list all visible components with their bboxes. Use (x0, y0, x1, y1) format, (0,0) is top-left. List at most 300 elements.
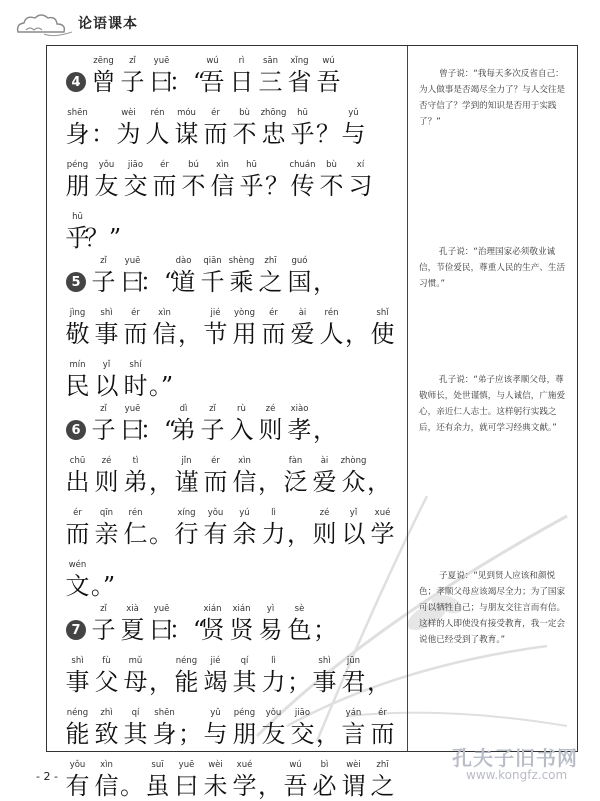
punctuation-mark: ； (178, 720, 202, 748)
hanzi: 而 (123, 320, 148, 348)
hanzi-with-pinyin (121, 508, 150, 549)
hanzi-with-pinyin (227, 56, 256, 97)
pinyin: yuē (153, 604, 170, 614)
hanzi-with-pinyin (256, 604, 285, 645)
hanzi-with-pinyin (310, 656, 339, 697)
hanzi: 民 (65, 372, 90, 400)
pinyin: xìn (100, 760, 113, 770)
pinyin: chū (69, 456, 86, 466)
pinyin: ài (320, 456, 329, 466)
hanzi-with-pinyin (198, 604, 227, 645)
hanzi: 则 (312, 520, 337, 548)
hanzi-with-pinyin (92, 360, 121, 401)
text-line (63, 308, 397, 349)
hanzi: 友 (261, 720, 286, 748)
hanzi-with-pinyin (63, 708, 92, 749)
hanzi: 而 (261, 320, 286, 348)
hanzi: 而 (370, 720, 395, 748)
pinyin: yǔ (210, 708, 221, 718)
hanzi-with-pinyin (92, 656, 121, 697)
hanzi-with-pinyin (368, 708, 397, 749)
hanzi-with-pinyin (150, 160, 179, 201)
hanzi: 子 (91, 416, 116, 444)
hanzi-with-pinyin (368, 308, 397, 349)
hanzi-with-pinyin (143, 760, 172, 801)
pinyin: rén (324, 308, 339, 318)
hanzi: 泛 (283, 468, 308, 496)
hanzi-with-pinyin (285, 404, 314, 445)
hanzi: 学 (232, 772, 257, 800)
hanzi: 以 (341, 520, 366, 548)
hanzi: 之 (370, 772, 395, 800)
hanzi-with-pinyin (63, 360, 92, 401)
hanzi: 夏 (120, 616, 145, 644)
hanzi-with-pinyin (230, 308, 259, 349)
pinyin: shēn (67, 108, 88, 118)
section-number: 4 (66, 72, 86, 92)
punctuation (346, 308, 368, 349)
pinyin: xiào (290, 404, 309, 414)
punctuation-mark: ：“ (139, 268, 177, 296)
punctuation-mark: ， (149, 668, 173, 696)
pinyin: xián (232, 604, 251, 614)
hanzi: 为 (116, 120, 141, 148)
punctuation-mark: ？ (265, 172, 289, 200)
hanzi-with-pinyin (63, 456, 92, 497)
hanzi: 其 (123, 720, 148, 748)
hanzi: 不 (181, 172, 206, 200)
section-number: 6 (66, 420, 86, 440)
hanzi: 出 (65, 468, 90, 496)
text-line (63, 160, 375, 201)
pinyin: dào (175, 256, 192, 266)
hanzi: 曰 (149, 68, 174, 96)
hanzi: 君 (341, 668, 366, 696)
punctuation (317, 708, 339, 749)
hanzi-with-pinyin (63, 308, 92, 349)
punctuation-mark: ， (149, 468, 173, 496)
hanzi-with-pinyin (150, 708, 179, 749)
hanzi-with-pinyin (310, 508, 339, 549)
punctuation-mark: ； (287, 668, 311, 696)
hanzi: 交 (123, 172, 148, 200)
hanzi-with-pinyin (339, 508, 368, 549)
hanzi: 曰 (120, 416, 145, 444)
hanzi: 弟 (171, 416, 196, 444)
punctuation (314, 404, 336, 445)
hanzi: 事 (94, 320, 119, 348)
hanzi-with-pinyin (259, 108, 288, 149)
pinyin: xué (374, 508, 391, 518)
cloud-ornament-icon (14, 10, 76, 40)
hanzi-with-pinyin (63, 760, 92, 801)
pinyin: péng (233, 708, 256, 718)
hanzi: 交 (290, 720, 315, 748)
punctuation (84, 212, 122, 253)
hanzi-with-pinyin (288, 160, 317, 201)
hanzi-with-pinyin (230, 708, 259, 749)
hanzi: 乎 (239, 172, 264, 200)
hanzi-with-pinyin (89, 256, 118, 297)
hanzi-with-pinyin (259, 508, 288, 549)
hanzi-with-pinyin (259, 708, 288, 749)
punctuation-mark: ， (313, 416, 337, 444)
punctuation (259, 456, 281, 497)
hanzi-with-pinyin (118, 56, 147, 97)
hanzi-with-pinyin (198, 256, 227, 297)
pinyin: qí (240, 656, 249, 666)
hanzi: 不 (319, 172, 344, 200)
hanzi-with-pinyin (121, 160, 150, 201)
hanzi-with-pinyin (339, 760, 368, 801)
pinyin: ài (298, 308, 307, 318)
hanzi-with-pinyin (201, 508, 230, 549)
punctuation-mark: ？” (84, 224, 122, 252)
hanzi: 国 (287, 268, 312, 296)
hanzi-with-pinyin (230, 108, 259, 149)
hanzi: 力 (261, 520, 286, 548)
hanzi-with-pinyin (256, 56, 285, 97)
hanzi-with-pinyin (63, 160, 92, 201)
hanzi-with-pinyin (150, 308, 179, 349)
hanzi: 人 (145, 120, 170, 148)
hanzi-with-pinyin (256, 256, 285, 297)
hanzi: 学 (370, 520, 395, 548)
hanzi: 忠 (261, 120, 286, 148)
hanzi-with-pinyin (63, 108, 92, 149)
hanzi-with-pinyin (230, 508, 259, 549)
hanzi-with-pinyin (230, 760, 259, 801)
pinyin: yǐ (349, 508, 358, 518)
hanzi-with-pinyin (288, 308, 317, 349)
hanzi: 事 (312, 668, 337, 696)
hanzi-with-pinyin (339, 708, 368, 749)
pinyin: zǐ (129, 56, 136, 66)
pinyin: shì (71, 656, 84, 666)
hanzi-with-pinyin (92, 456, 121, 497)
pinyin: xíng (177, 508, 196, 518)
pinyin: sān (262, 56, 279, 66)
hanzi-with-pinyin (314, 56, 343, 97)
pinyin: yǒu (69, 760, 86, 770)
punctuation (121, 760, 143, 801)
hanzi: 虽 (145, 772, 170, 800)
punctuation (139, 404, 177, 445)
pinyin: hū (246, 160, 257, 170)
hanzi-with-pinyin (368, 760, 397, 801)
punctuation-mark: ， (258, 772, 282, 800)
text-line (63, 404, 336, 445)
hanzi: 能 (174, 668, 199, 696)
section-number-badge (63, 272, 89, 297)
text-line (63, 360, 172, 401)
punctuation (150, 508, 172, 549)
hanzi-with-pinyin (285, 56, 314, 97)
pinyin: zǐ (100, 256, 107, 266)
text-line (63, 508, 397, 549)
hanzi-with-pinyin (118, 604, 147, 645)
pinyin: shì (100, 308, 113, 318)
punctuation (179, 308, 201, 349)
hanzi: 谨 (174, 468, 199, 496)
pinyin: wú (206, 56, 219, 66)
text-line (63, 656, 390, 697)
pinyin: rén (150, 108, 165, 118)
section-number-badge (63, 72, 89, 97)
text-line (63, 108, 368, 149)
translation-text: 孔子说：“弟子应该孝顺父母，尊敬师长，处世谨慎，与人诚信，广施爱心，亲近仁人志士。这样躬行实践之后，还有余力，就可学习经典文献。” (419, 375, 566, 433)
hanzi-with-pinyin (143, 108, 172, 149)
punctuation-mark: ； (313, 616, 337, 644)
hanzi-with-pinyin (201, 708, 230, 749)
hanzi: 用 (232, 320, 257, 348)
pinyin: yòng (233, 308, 255, 318)
hanzi: 朋 (232, 720, 257, 748)
hanzi: 乘 (229, 268, 254, 296)
pinyin: bù (326, 160, 337, 170)
hanzi-with-pinyin (169, 404, 198, 445)
book-title: 论语课本 (78, 16, 138, 32)
punctuation (92, 108, 114, 149)
hanzi: 谓 (341, 772, 366, 800)
section-number-badge (63, 620, 89, 645)
pinyin: mín (69, 360, 86, 370)
translation-text: 子夏说：“见到贤人应该和颜悦色；孝顺父母应该竭尽全力；为了国家可以牺牲自己；与朋友交往言而有信。这样的人即使没有接受教育，我一定会说他已经受到了教育。” (419, 571, 566, 645)
hanzi-with-pinyin (121, 708, 150, 749)
punctuation-mark: 。” (90, 572, 116, 600)
hanzi-with-pinyin (198, 404, 227, 445)
hanzi-with-pinyin (237, 160, 266, 201)
translation-text: 曾子说：“我每天多次反省自己：为人做事是否竭尽全力了？与人交往是否守信了？学到的知识是否用于实践了？” (419, 69, 566, 127)
hanzi: 人 (319, 320, 344, 348)
translation-text: 孔子说：“治理国家必须敬业诚信，节俭爱民，尊重人民的生产、生活习惯。” (419, 247, 566, 289)
pinyin: zhī (264, 256, 277, 266)
punctuation-mark: ：“ (168, 616, 206, 644)
hanzi: 孝 (287, 416, 312, 444)
hanzi: 贤 (200, 616, 225, 644)
hanzi: 传 (290, 172, 315, 200)
pinyin: xìn (216, 160, 229, 170)
pinyin: bì (320, 760, 329, 770)
hanzi: 子 (200, 416, 225, 444)
punctuation-mark: ？ (316, 120, 340, 148)
hanzi: 致 (94, 720, 119, 748)
pinyin: néng (175, 656, 198, 666)
punctuation-mark: ， (367, 468, 391, 496)
hanzi: 事 (65, 668, 90, 696)
hanzi: 信 (232, 468, 257, 496)
pinyin: zé (101, 456, 112, 466)
hanzi: 省 (287, 68, 312, 96)
hanzi-with-pinyin (227, 256, 256, 297)
pinyin: zǐ (209, 404, 216, 414)
hanzi: 曰 (120, 268, 145, 296)
pinyin: shǐ (376, 308, 389, 318)
pinyin: wèi (121, 108, 136, 118)
punctuation-mark: 。 (120, 772, 144, 800)
hanzi: 力 (261, 668, 286, 696)
hanzi: 身 (65, 120, 90, 148)
hanzi-with-pinyin (259, 308, 288, 349)
hanzi: 子 (91, 616, 116, 644)
hanzi: 父 (94, 668, 119, 696)
hanzi-with-pinyin (121, 308, 150, 349)
site-watermark: 孔夫子旧书网 (452, 746, 578, 770)
pinyin: jié (210, 308, 221, 318)
hanzi: 曰 (174, 772, 199, 800)
hanzi: 与 (203, 720, 228, 748)
pinyin: zhōng (260, 108, 287, 118)
hanzi-with-pinyin (172, 656, 201, 697)
punctuation (92, 560, 114, 601)
hanzi-with-pinyin (281, 760, 310, 801)
text-line (63, 604, 336, 645)
text-line (63, 56, 343, 97)
pinyin: yǒu (207, 508, 224, 518)
text-line (63, 456, 390, 497)
hanzi-with-pinyin (92, 160, 121, 201)
pinyin: fàn (288, 456, 303, 466)
hanzi: 之 (258, 268, 283, 296)
punctuation (288, 656, 310, 697)
pinyin: zēng (93, 56, 114, 66)
punctuation-mark: 。” (148, 372, 174, 400)
hanzi-with-pinyin (89, 604, 118, 645)
hanzi: 有 (203, 520, 228, 548)
hanzi: 余 (232, 520, 257, 548)
hanzi: 未 (203, 772, 228, 800)
hanzi-with-pinyin (230, 456, 259, 497)
hanzi: 时 (123, 372, 148, 400)
pinyin: shí (129, 360, 142, 370)
pinyin: shēn (154, 708, 175, 718)
text-line (63, 256, 336, 297)
pinyin: shì (318, 656, 331, 666)
hanzi: 易 (258, 616, 283, 644)
pinyin: yǒu (98, 160, 115, 170)
site-watermark-url: www.kongfz.com (466, 768, 568, 782)
hanzi: 吾 (200, 68, 225, 96)
hanzi-with-pinyin (310, 456, 339, 497)
pinyin: wèi (346, 760, 361, 770)
punctuation-mark: ：“ (139, 416, 177, 444)
hanzi: 吾 (283, 772, 308, 800)
pinyin: zǐ (100, 404, 107, 414)
pinyin: ér (269, 308, 278, 318)
hanzi: 身 (152, 720, 177, 748)
hanzi-with-pinyin (172, 508, 201, 549)
section-number: 5 (66, 272, 86, 292)
punctuation-mark: ， (345, 320, 369, 348)
pinyin: ér (211, 456, 220, 466)
hanzi-with-pinyin (317, 308, 346, 349)
pinyin: zé (265, 404, 276, 414)
section-number: 7 (66, 620, 86, 640)
pinyin: ér (211, 108, 220, 118)
hanzi-with-pinyin (121, 656, 150, 697)
pinyin: xià (126, 604, 139, 614)
hanzi-with-pinyin (368, 508, 397, 549)
punctuation (139, 256, 177, 297)
hanzi-with-pinyin (121, 456, 150, 497)
pinyin: tì (132, 456, 139, 466)
punctuation (150, 360, 172, 401)
pinyin: jìng (69, 308, 86, 318)
hanzi-with-pinyin (208, 160, 237, 201)
pinyin: ér (160, 160, 169, 170)
hanzi: 而 (203, 120, 228, 148)
punctuation (179, 708, 201, 749)
hanzi: 道 (171, 268, 196, 296)
hanzi-with-pinyin (288, 108, 317, 149)
pinyin: jūn (346, 656, 361, 666)
hanzi-with-pinyin (169, 256, 198, 297)
page-header (0, 0, 600, 44)
hanzi-with-pinyin (172, 108, 201, 149)
hanzi: 以 (94, 372, 119, 400)
punctuation (288, 508, 310, 549)
pinyin: xìn (158, 308, 171, 318)
pinyin: chuán (289, 160, 316, 170)
hanzi: 子 (120, 68, 145, 96)
hanzi: 爱 (290, 320, 315, 348)
pinyin: yǐ (102, 360, 111, 370)
pinyin: zhī (376, 760, 389, 770)
hanzi: 弟 (123, 468, 148, 496)
hanzi: 贤 (229, 616, 254, 644)
pinyin: xué (236, 760, 253, 770)
punctuation (259, 760, 281, 801)
pinyin: yuē (124, 404, 141, 414)
hanzi: 曾 (91, 68, 116, 96)
hanzi: 文 (65, 572, 90, 600)
pinyin: jǐn (181, 456, 192, 466)
hanzi: 众 (341, 468, 366, 496)
pinyin: móu (177, 108, 196, 118)
hanzi: 日 (229, 68, 254, 96)
hanzi: 曰 (149, 616, 174, 644)
punctuation (168, 56, 206, 97)
hanzi: 乎 (65, 224, 90, 252)
pinyin: zhòng (340, 456, 367, 466)
hanzi-with-pinyin (339, 656, 368, 697)
hanzi: 亲 (94, 520, 119, 548)
hanzi: 言 (341, 720, 366, 748)
pinyin: fù (102, 656, 111, 666)
punctuation (314, 256, 336, 297)
hanzi: 则 (258, 416, 283, 444)
hanzi-with-pinyin (227, 404, 256, 445)
hanzi-with-pinyin (121, 360, 150, 401)
hanzi: 三 (258, 68, 283, 96)
hanzi: 入 (229, 416, 254, 444)
hanzi: 其 (232, 668, 257, 696)
hanzi-with-pinyin (92, 760, 121, 801)
hanzi: 而 (152, 172, 177, 200)
hanzi: 而 (203, 468, 228, 496)
hanzi-with-pinyin (339, 456, 368, 497)
punctuation-mark: 。 (149, 520, 173, 548)
pinyin: guó (291, 256, 308, 266)
pinyin: qiān (203, 256, 222, 266)
hanzi-with-pinyin (310, 760, 339, 801)
hanzi-with-pinyin (198, 56, 227, 97)
hanzi-with-pinyin (317, 160, 346, 201)
pinyin: wèi (208, 760, 223, 770)
punctuation-mark: ， (316, 720, 340, 748)
pinyin: yǒu (265, 708, 282, 718)
hanzi: 有 (65, 772, 90, 800)
